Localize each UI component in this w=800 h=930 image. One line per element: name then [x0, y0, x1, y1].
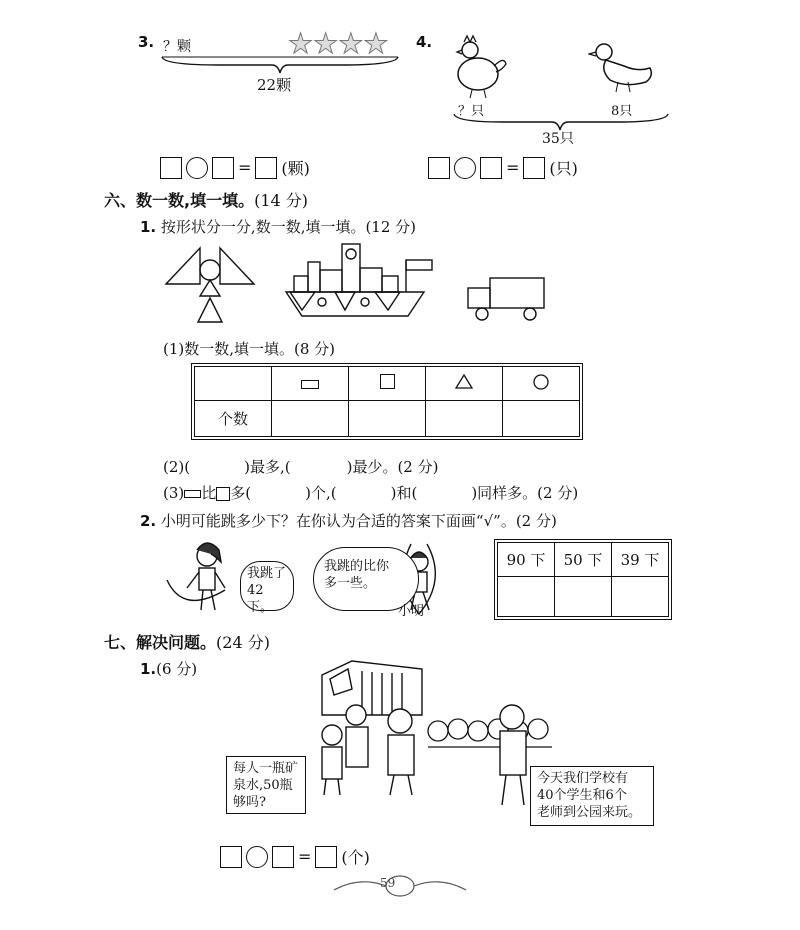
q3-equation	[160, 156, 312, 179]
count-cell-square[interactable]	[349, 401, 426, 437]
bubble-line: 42下。	[247, 583, 274, 615]
star-icon: ★	[313, 27, 339, 60]
q3-brace	[160, 55, 400, 75]
bubble-line: 我跳的比你	[324, 559, 390, 574]
check-cell[interactable]	[498, 577, 555, 617]
rectangle-icon	[301, 380, 319, 389]
hen-icon	[450, 30, 510, 100]
answer-col-header: 39 下	[612, 543, 669, 577]
q4-equation	[428, 156, 580, 179]
s6-sub2-mid: )最多,(	[244, 458, 291, 476]
answer-box[interactable]	[160, 157, 182, 179]
boy-name-label: 小明	[398, 604, 425, 619]
answer-box[interactable]	[428, 157, 450, 179]
answer-box[interactable]	[212, 157, 234, 179]
section-7-title: 七、解决问题。	[104, 633, 217, 652]
square-icon	[380, 374, 395, 389]
s6-sub3-he: )和(	[390, 484, 418, 502]
bird-figure-icon	[166, 248, 254, 322]
s6-q2-number: 2.	[140, 512, 157, 530]
unit-label: (只)	[549, 159, 578, 178]
unit-label: (个)	[341, 848, 370, 867]
check-cell[interactable]	[612, 577, 669, 617]
operator-circle[interactable]	[246, 846, 268, 868]
table-header-triangle	[426, 367, 503, 401]
bubble-line: 40个学生和6个	[537, 788, 627, 803]
q4-duck-label: 8只	[611, 104, 633, 119]
circle-icon	[532, 373, 550, 391]
s6-sub1: (1)数一数,填一填。(8 分)	[163, 340, 336, 358]
truck-figure-icon	[468, 278, 544, 320]
star-icon: ★	[288, 27, 314, 60]
s6-q1-number: 1.	[140, 218, 157, 236]
unit-label: (颗)	[281, 159, 310, 178]
q3-stars	[288, 27, 389, 60]
triangle-icon	[455, 374, 473, 389]
table-header-square	[349, 367, 426, 401]
equals-sign: =	[238, 158, 252, 177]
s6-sub2	[163, 456, 438, 477]
answer-box[interactable]	[315, 846, 337, 868]
bubble-line: 泉水,50瓶	[233, 778, 293, 793]
table-corner-cell	[195, 367, 272, 401]
s6-q2-text: 小明可能跳多少下？在你认为合适的答案下面画“√”。(2 分)	[160, 512, 557, 530]
star-icon: ★	[363, 27, 389, 60]
section-7-score: (24 分)	[216, 633, 270, 652]
bubble-line: 每人一瓶矿	[233, 761, 299, 776]
s6-q2	[140, 510, 557, 531]
bubble-line: 多一些。	[324, 576, 377, 591]
count-cell-rectangle[interactable]	[272, 401, 349, 437]
bubble-line: 够吗?	[233, 795, 266, 810]
section-6-heading	[104, 188, 308, 211]
q4-total-label: 35只	[542, 131, 574, 147]
table-row-label: 个数	[195, 401, 272, 437]
answer-box[interactable]	[523, 157, 545, 179]
s6-sub3	[163, 482, 578, 503]
answer-box[interactable]	[480, 157, 502, 179]
shape-count-table	[194, 366, 580, 437]
bubble-line: 老师到公园来玩。	[537, 805, 642, 820]
s7-q1-equation	[220, 845, 372, 868]
trees-icon	[428, 719, 552, 747]
q3-number: 3.	[138, 33, 155, 51]
children-icon	[322, 705, 414, 795]
boat-figure-icon	[286, 244, 432, 316]
s7-q1-number: 1.	[140, 660, 157, 678]
girl-speech-bubble	[240, 561, 294, 615]
count-cell-circle[interactable]	[503, 401, 580, 437]
s7-q1	[140, 658, 197, 679]
shape-figures	[160, 240, 560, 326]
right-speech-bubble	[530, 766, 654, 826]
equals-sign: =	[506, 158, 520, 177]
section-7-heading	[104, 630, 270, 653]
s6-sub2-suffix: )最少。(2 分)	[346, 458, 439, 476]
answer-box[interactable]	[255, 157, 277, 179]
s6-sub3-ge: )个,(	[305, 484, 337, 502]
q4-number: 4.	[416, 33, 433, 51]
star-icon: ★	[338, 27, 364, 60]
square-icon	[216, 487, 230, 501]
equals-sign: =	[298, 847, 312, 866]
table-header-rectangle	[272, 367, 349, 401]
teacher-icon	[500, 705, 526, 805]
page-number: 59	[380, 876, 396, 890]
section-6-title: 六、数一数,填一填。	[104, 191, 255, 210]
q4-hen-label: ？只	[458, 104, 485, 119]
q3-total-label: 22颗	[257, 76, 292, 94]
q3-unknown-label: ？颗	[163, 39, 191, 55]
operator-circle[interactable]	[186, 157, 208, 179]
s6-sub3-bi: 比	[201, 484, 217, 502]
jump-answer-table	[497, 542, 669, 617]
rectangle-icon	[184, 490, 201, 498]
s6-q1-text: 按形状分一分,数一数,填一填。(12 分)	[160, 218, 417, 236]
s6-sub3-duo: 多(	[230, 484, 252, 502]
page-ornament-icon	[330, 872, 470, 900]
table-header-circle	[503, 367, 580, 401]
count-cell-triangle[interactable]	[426, 401, 503, 437]
girl-icon	[167, 543, 225, 610]
answer-box[interactable]	[272, 846, 294, 868]
left-speech-bubble	[226, 756, 306, 814]
s6-q1	[140, 216, 416, 237]
duck-icon	[588, 40, 654, 95]
answer-col-header: 50 下	[555, 543, 612, 577]
s7-q1-score: (6 分)	[156, 660, 198, 678]
s6-sub2-prefix: (2)(	[163, 458, 191, 476]
answer-col-header: 90 下	[498, 543, 555, 577]
building-icon	[322, 661, 422, 715]
operator-circle[interactable]	[454, 157, 476, 179]
bubble-line: 我跳了	[247, 566, 287, 581]
s6-sub3-suffix: )同样多。(2 分)	[471, 484, 579, 502]
answer-box[interactable]	[220, 846, 242, 868]
bubble-line: 今天我们学校有	[537, 771, 629, 786]
s6-sub3-prefix: (3)	[163, 484, 185, 502]
check-cell[interactable]	[555, 577, 612, 617]
section-6-score: (14 分)	[254, 191, 309, 210]
